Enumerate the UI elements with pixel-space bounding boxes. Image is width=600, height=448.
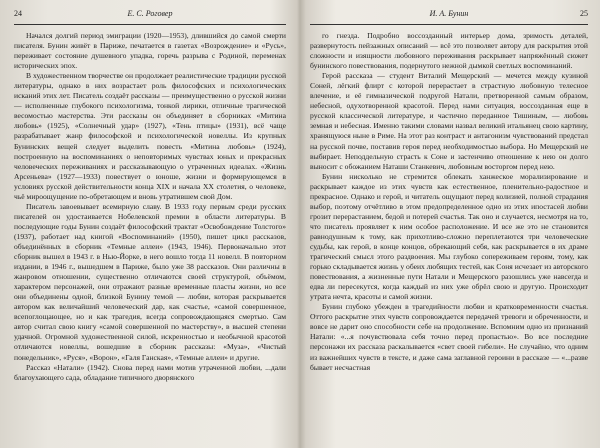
left-page-body [14, 31, 286, 383]
running-head: Е. С. Роговер [127, 9, 173, 18]
right-page-body [310, 31, 588, 373]
paragraph: Герой рассказа — студент Виталий Мещерский — мечется между кузиной Соней, лёгкий флирт с которой перерастает в страстную любовную телесное влечение, и её гимназической подругой Натали, претворенной самым образом, небесной, одухотворенной красотой. Перед нами ситуация, воссозданная еще в русской классической литературе, и частично переданное Тишиным, — любовь земная и небесная. Именно такими словами назвал великий итальянец свою картину, хранящуюся ныне в Риме. На этот раз контраст и антагонизм чувствований предстал на русской почве, поставив героя перед необходимостью выбора. Но Мещерский не выбирает. Неподдельную страсть к Соне и застенчиво отношение к нею он долго выносит с обожанием Наташи Станкевич, любовным восторгом перед нею. [310, 71, 588, 171]
paragraph: Бунин глубоко убежден в трагедийности любви и кратковременности счастья. Оттого раскрытие этих чувств сопровождается передачей тревоги и обреченности, и вовсе не дарит оно способности себе на продолжение. Вспомним одно из признаний Натали: «...я почувствовала себя точно перед пропастью». Во все последние персонажи их рассказа раскалывается «свет своей гибели». Не случайно, что одним из важнейших чувств в тексте, и даже сама заглавной героини в рассказе — «...разве бывает несчастная [310, 302, 588, 372]
right-page-header [310, 4, 588, 25]
running-head: И. А. Бунин [429, 9, 469, 18]
left-page-header [14, 4, 286, 25]
left-page [14, 0, 286, 448]
paragraph: Начался долгий период эмиграции (1920—1953), длившийся до самой смерти писателя. Бунин живёт в Париже, печатается в газетах «Возрождение» и «Русь», переживает состояние душевного упадка, горечь разрыва с Родиной, переменах исторических эпох. [14, 31, 286, 71]
page-number: 25 [580, 9, 588, 18]
paragraph: го гнезда. Подробно воссозданный интерьер дома, зримость деталей, развернутость пейзажных описаний — всё это позволяет автору для раскрытия этой сложности и изящности любовного переживания раскрывает напряжённый сюжет бунинского повествования, подернутого нежной дымкой светлых воспоминаний. [310, 31, 588, 71]
paragraph: Писатель завоевывает всемирную славу. В 1933 году первым среди русских писателей он удостаивается Нобелевской премии в области литературы. В последующие годы Бунин создаёт философский трактат «Освобождение Толстого» (1937), работает над книгой «Воспоминаний» (1950), пишет цикл рассказов, объединённых в сборник «Темные аллеи» (1943, 1946). Первоначально этот сборник вышел в 1943 г. в Нью-Йорке, в него вошло тогда 11 новелл. В повторном издании, в 1946 г., вышедшем в Париже, было уже 38 рассказов. Они различны в жанровом отношении, существенно отличаются своей структурой, объёмом, характером персонажей, они отражают разные временные пласты жизни, но все они объединены одной, близкой Бунину темой — любви, которая раскрывается автором как величайший человеческий дар, как счастье, «самой совершенное, всепоглощающее, но и как трагедия, всегда сопровождающаяся смертью. Сам автор считал свою книгу «самой совершенной по мастерству», в высшей степени удачной. Огромной художественной силой, искренностью и необычной красотой отличаются новеллы, вошедшие в сборник рассказы: «Муза», «Чистый понедельник», «Руся», «Ворон», «Галя Ганская», «Темные аллеи» и другие. [14, 201, 286, 362]
right-page [310, 0, 588, 448]
paragraph: В художественном творчестве он продолжает реалистические традиции русской литературы, однако в них возрастает роль философских и психологических исканий этих лет. Писатель создаёт рассказы — преимущественно о русской жизни — исполненные глубокого психологизма, тонкой лирики, отличные трагической весомостью мастерства. Эти рассказы он объединяет в сборниках «Митина любовь» (1925), «Солнечный удар» (1927), «Тень птицы» (1931), всё чаще разрабатывает жанр философской и психологической новеллы. Из крупных Бунинских вещей следует выделить повесть «Митина любовь» (1924), построенную на воспоминаниях о неповторимых чувствах юных и прекрасных человеческих переживаниях и рассказывающую о утраченных идеалах. «Жизнь Арсеньева» (1927—1933) повествует о юноше, жизни и формирующемся в условиях русской действительности конца XIX и начала XX столетия, о человеке, чьё мироощущение по-обретающем и вновь утратившем свой Дом. [14, 71, 286, 201]
paragraph: Рассказ «Натали» (1942). Снова перед нами мотив утраченной любви, ...дали благоухающего сада, обладание типичного дворянского [14, 362, 286, 382]
page-number: 24 [14, 9, 22, 18]
paragraph: Бунин нисколько не стремится облекать ханжеское морализирование и раскрывает каждое из этих чувств как естественное, пленительно-радостное и прекрасное. Однако и герой, и читатель ощущают перед колизией, полной страдания выбор, поэтому отчётливо в этом предопределенное одно из этих ипостасей любви грозит перерастанием, бедой и потерей счастья. Так оно и случается, несмотря на то, что писатель проявляет к ним особое расположение. И все же это не становится равнодушным к тому, как прихотливо-сложно переплетаются три человеческие судьбы, как герой, в конце концов, обрекающий себя, как раскрывается в их драме трагический смысл этого раздвоения. Мы глубоко сопереживаем героям, тому, как горько складывается жизнь у обеих любящих тестей, как Соня исчезает из авторского повествования, а жизненные пути Натали и Мещерского разошлись уже навсегда и едва ли пересекутся, когда каждый из них уже обрёл свою и другую. Происходит утрата нечта, красоты и самой жизни. [310, 171, 588, 302]
